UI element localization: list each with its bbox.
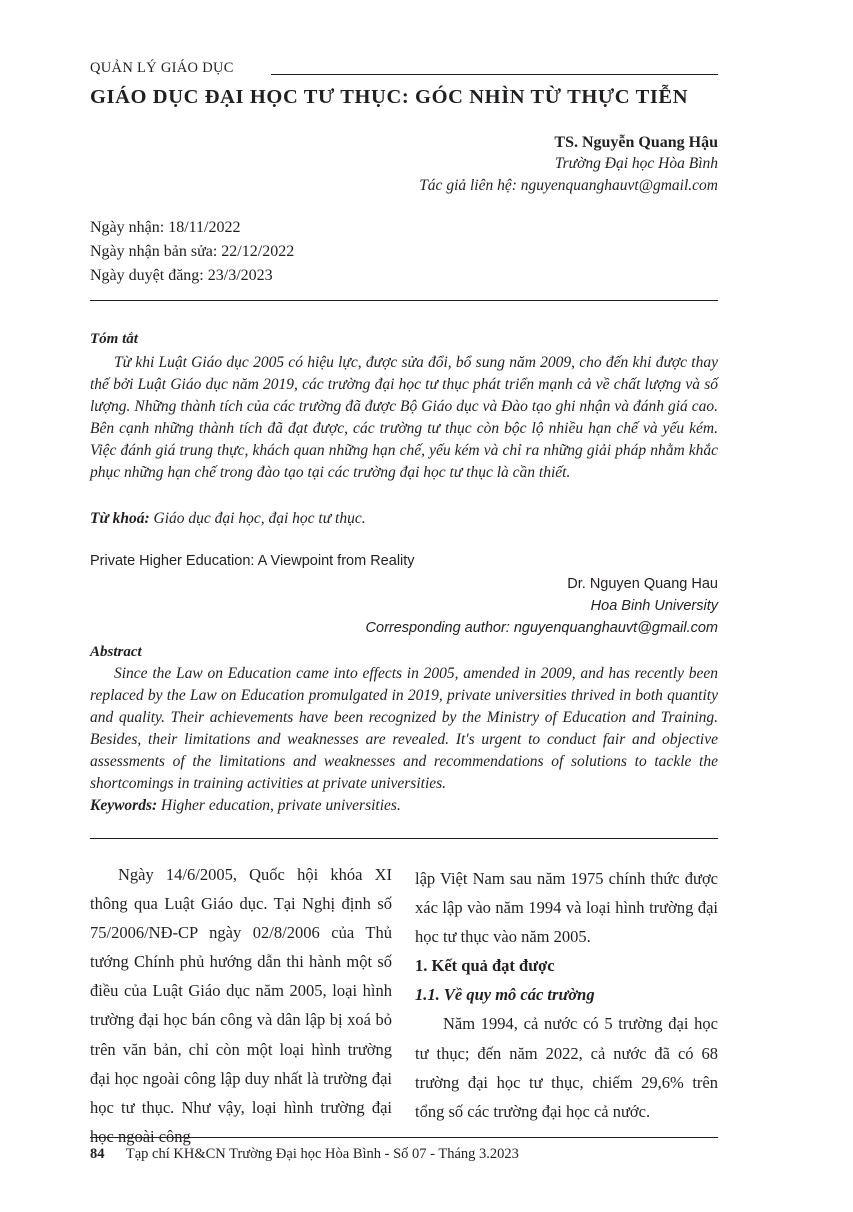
keywords-vi-label: Từ khoá:: [90, 510, 150, 527]
keywords-en-label: Keywords:: [90, 797, 158, 814]
page-number: 84: [90, 1146, 105, 1162]
divider-body: [90, 838, 718, 839]
author-affiliation: Trường Đại học Hòa Bình: [554, 155, 718, 172]
abstract-vi-label: Tóm tắt: [90, 331, 138, 347]
abstract-en-text: Since the Law on Education came into effects in 2005, amended in 2009, and has recently been replaced by the Law on Education promulgated in 2019, private universities thrived in both quantity and quality. Their achievements have been recognized by the Ministry of Education and Training. Besides, their limitations and weaknesses are revealed. It's urgent to conduct fair and objective assessments of the limitations and weaknesses and recommendations of solutions to tackle the shortcomings in training activities at private universities.: [90, 665, 718, 793]
section-heading: 1. Kết quả đạt được: [415, 956, 555, 976]
footer-rule: [90, 1137, 718, 1138]
keywords-en: [90, 797, 401, 815]
body-paragraph: Năm 1994, cả nước có 5 trường đại học tư thục; đến năm 2022, cả nước đã có 68 trường đại học tư thục, chiếm 29,6% trên tổng số các trường đại học cả nước.: [415, 1014, 718, 1121]
english-author: Dr. Nguyen Quang Hau: [567, 576, 718, 592]
section-label: QUẢN LÝ GIÁO DỤC: [90, 60, 234, 76]
header-rule: [271, 74, 718, 75]
english-affiliation: Hoa Binh University: [590, 598, 718, 614]
english-title: Private Higher Education: A Viewpoint from Reality: [90, 553, 415, 569]
keywords-vi-text: Giáo dục đại học, đại học tư thục.: [153, 510, 366, 527]
keywords-vi: [90, 510, 366, 528]
subsection-heading: 1.1. Về quy mô các trường: [415, 985, 595, 1005]
abstract-vi-text: Từ khi Luật Giáo dục 2005 có hiệu lực, được sửa đổi, bổ sung năm 2009, cho đến khi được thay thế bởi Luật Giáo dục năm 2019, các trường đại học tư thục phát triển mạnh cả về chất lượng và số lượng. Những thành tích của các trường đã được Bộ Giáo dục và Đào tạo ghi nhận và đánh giá cao. Bên cạnh những thành tích đã đạt được, các trường tư thục còn bộc lộ nhiều hạn chế và yếu kém. Việc đánh giá trung thực, khách quan những hạn chế, yếu kém và chỉ ra những giải pháp nhằm khắc phục những hạn chế trong đào tạo tại các trường đại học tư thục là cần thiết.: [90, 354, 718, 482]
date-accepted: Ngày duyệt đăng: 23/3/2023: [90, 267, 273, 284]
abstract-en-label: Abstract: [90, 644, 142, 660]
footer: [90, 1146, 519, 1163]
divider-top: [90, 300, 718, 301]
article-title: GIÁO DỤC ĐẠI HỌC TƯ THỤC: GÓC NHÌN TỪ THỰC TIỄN: [90, 86, 689, 108]
journal-info: Tạp chí KH&CN Trường Đại học Hòa Bình - Số 07 - Tháng 3.2023: [125, 1146, 519, 1162]
body-paragraph-continued: lập Việt Nam sau năm 1975 chính thức được xác lập vào năm 1994 và loại hình trường đại học tư thục vào năm 2005.: [415, 869, 718, 947]
date-received: Ngày nhận: 18/11/2022: [90, 219, 241, 236]
author-contact: Tác giả liên hệ: nguyenquanghauvt@gmail.com: [419, 177, 718, 194]
body-column-left: [90, 860, 392, 1151]
body-paragraph: Ngày 14/6/2005, Quốc hội khóa XI thông qua Luật Giáo dục. Tại Nghị định số 75/2006/NĐ-CP ngày 02/8/2006 của Thủ tướng Chính phủ hướng dẫn thi hành một số điều của Luật Giáo dục năm 2005, loại hình trường đại học bán công và dân lập bị xoá bỏ trên văn bản, chỉ còn một loại hình trường đại học ngoài công lập duy nhất là trường đại học tư thục. Như vậy, loại hình trường đại học ngoài công: [90, 865, 392, 1146]
english-contact: Corresponding author: nguyenquanghauvt@gmail.com: [365, 620, 718, 636]
date-revised: Ngày nhận bản sửa: 22/12/2022: [90, 243, 295, 260]
body-column-right: [415, 864, 718, 1126]
author-name: TS. Nguyễn Quang Hậu: [554, 134, 718, 151]
keywords-en-text: Higher education, private universities.: [161, 797, 401, 814]
